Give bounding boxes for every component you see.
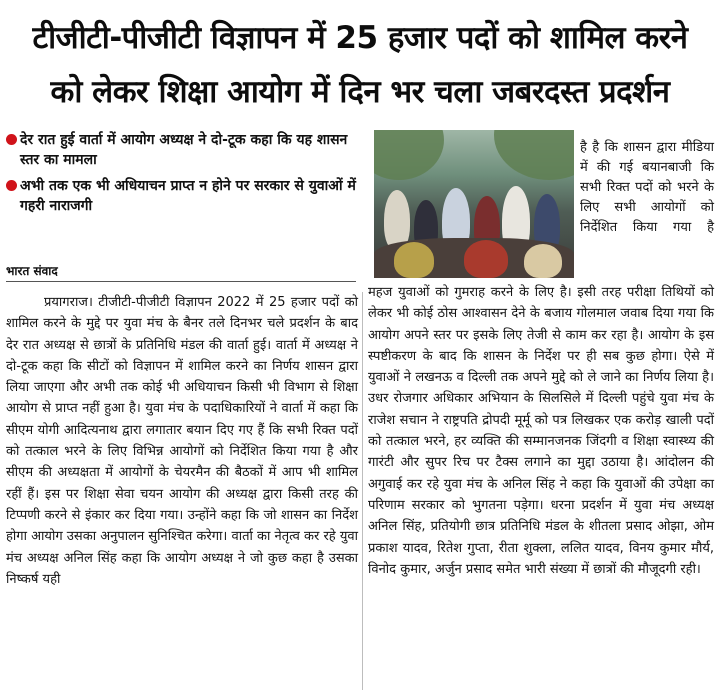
byline-rule (6, 281, 356, 282)
headline (0, 0, 720, 118)
red-dot-icon (6, 180, 17, 191)
protest-photo (374, 130, 574, 278)
article-paragraph: प्रयागराज। टीजीटी-पीजीटी विज्ञापन 2022 में 25 हजार पदों को शामिल करने के मुद्दे पर युवा मंच के बैनर तले दिनभर चले प्रदर्शन के बाद देर रात अध्यक्ष से छात्रों के प्रतिनिधि मंडल की वार्ता हुई। वार्ता में अध्यक्ष ने दो-टूक कहा कि सीटों को विज्ञापन में शामिल करने का निर्णय शासन द्वारा लिया जाएगा और अभी तक कोई भी अधियाचन किसी भी विभाग से शिक्षा आयोग से प्राप्त नहीं हुआ है। युवा मंच के पदाधिकारियों ने वार्ता में कहा कि सीएम योगी आदित्यनाथ द्वारा लगातार बयान दिए गए हैं कि सभी रिक्त पदों को तत्काल भरने के लिए विभिन्न आयोगों को निर्देशित किया गया है और सीएम की अध्यक्षता में आयोगों के चेयरमैन की बैठकों में आप भी शामिल रहीं हैं। इस पर शिक्षा सेवा चयन आयोग की अध्यक्ष द्वारा किसी तरह की टिप्पणी करने से इंकार कर दिया गया। उन्होंने कहा कि जो शासन का निर्देश होगा आयोग उसका अनुपालन सुनिश्चित करेगा। वार्ता का नेतृत्व कर रहे युवा मंच अध्यक्ष अनिल सिंह कहा कि आयोग अध्यक्ष ने जो कुछ कहा है उसका निष्कर्ष यही (6, 295, 358, 587)
article-column-left (6, 292, 358, 590)
column-divider (362, 292, 363, 690)
article-paragraph: महज युवाओं को गुमराह करने के लिए है। इसी तरह परीक्षा तिथियों को लेकर भी कोई ठोस आश्वासन देने के बजाय गोलमाल जवाब दिया गया कि आयोग अपने स्तर पर इसके लिए तेजी से काम कर रहा है। आयोग के इस स्पष्टीकरण के बाद कि शासन के निर्देश पर ही सब कुछ होगा। ऐसे में युवाओं ने लखनऊ व दिल्ली तक अपने मुद्दे को ले जाने का निर्णय लिया है। उधर रोजगार अधिकार अभियान के सिलसिले में दिल्ली पहुंचे युवा मंच के राजेश सचान ने राष्ट्रपति द्रोपदी मूर्मू को पत्र लिखकर एक करोड़ खाली पदों को तत्काल भरने, हर व्यक्ति की सम्मानजनक जिंदगी व शिक्षा स्वास्थ्य की गारंटी और सुपर रिच पर टैक्स लगाने का मुद्दा उठाया है। आंदोलन की अगुवाई कर रहे युवा मंच के अनिल सिंह ने कहा कि युवाओं की उपेक्षा का परिणाम सरकार को भुगतना पड़ेगा। धरना प्रदर्शन में युवा मंच अध्यक्ष अनिल सिंह, प्रतियोगी छात्र प्रतिनिधि मंडल के शीतला प्रसाद ओझा, ओम प्रकाश यादव, रितेश गुप्ता, रीता शुक्ला, ललित यादव, विनय कुमार मौर्य, विनोद कुमार, अर्जुन प्रसाद समेत भारी संख्या में छात्रों की मौजूदगी रही। (368, 285, 714, 577)
highlight-bullet (6, 176, 358, 216)
headline-line-2: को लेकर शिक्षा आयोग में दिन भर चला जबरदस्त प्रदर्शन (50, 74, 670, 110)
highlight-bullet (6, 130, 358, 170)
red-dot-icon (6, 134, 17, 145)
headline-line-1: टीजीटी-पीजीटी विज्ञापन में 25 हजार पदों को शामिल करने (32, 20, 688, 56)
article-column-right (368, 282, 714, 580)
side-text: है है कि शासन द्वारा मीडिया में की गई बयानबाजी कि सभी रिक्त पदों को भरने के लिए सभी आयोगों को निर्देशित किया गया है (580, 140, 714, 235)
bullet-text: अभी तक एक भी अधियाचन प्राप्त न होने पर सरकार से युवाओं में गहरी नाराजगी (20, 178, 356, 214)
bullet-text: देर रात हुई वार्ता में आयोग अध्यक्ष ने दो-टूक कहा कि यह शासन स्तर का मामला (20, 132, 348, 168)
highlight-bullets (6, 130, 358, 222)
byline: भारत संवाद (6, 264, 58, 278)
